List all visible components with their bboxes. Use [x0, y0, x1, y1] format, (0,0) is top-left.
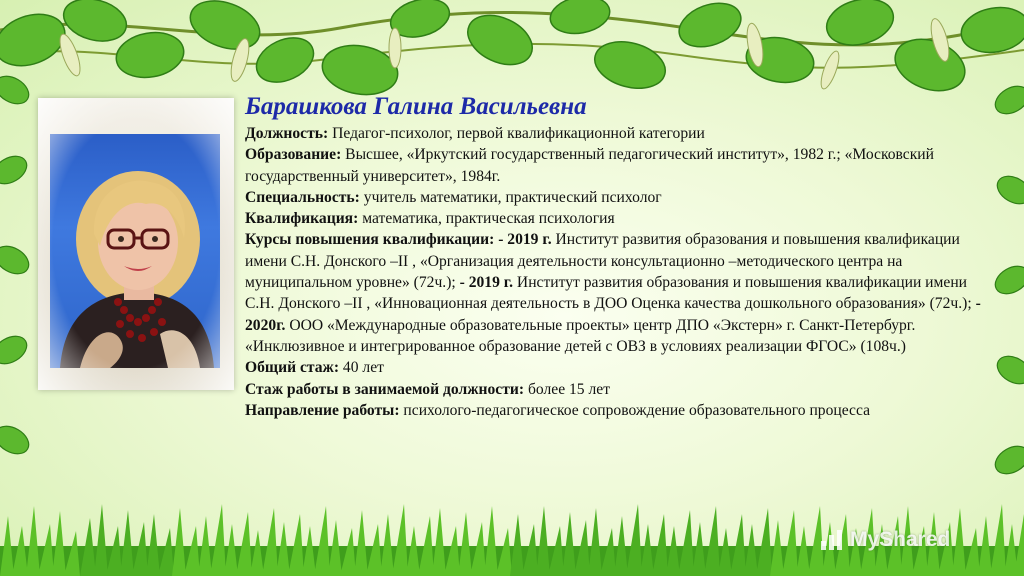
portrait-illustration: [50, 134, 220, 368]
leaf-border-left: [0, 60, 40, 520]
person-name: Барашкова Галина Васильевна: [245, 93, 587, 120]
courses-label: Курсы повышения квалификации: - 2019 г.: [245, 231, 552, 249]
specialty-label: Специальность:: [245, 188, 360, 206]
position-row: [245, 123, 985, 144]
position-experience-label: Стаж работы в занимаемой должности:: [245, 380, 525, 398]
watermark-text: MyShared: [850, 528, 951, 551]
portrait-photo: [50, 134, 220, 368]
qualification-label: Квалификация:: [245, 210, 359, 228]
education-label: Образование:: [245, 146, 342, 164]
leaf-border-right: [984, 60, 1024, 520]
position-value: Педагог-психолог, первой квалификационной категории: [328, 125, 705, 142]
position-label: Должность:: [245, 125, 329, 142]
courses-year-2: - 2019 г.: [459, 274, 514, 292]
watermark: [820, 526, 950, 554]
courses-text-3: ООО «Международные образовательные проекты» центр ДПО «Экстерн» г. Санкт-Петербург. «Инклюзивное и интегрированное образование детей с ОВЗ в условиях реализации ФГОС» (108ч.): [245, 316, 916, 355]
courses-text-2: Институт развития образования и повышения квалификации имени С.Н. Донского –II , «Инновационная деятельность в ДОО Оценка качества дошкольного образования» (72ч.);: [245, 274, 976, 313]
portrait-frame: [38, 98, 234, 390]
courses-row: [245, 229, 985, 357]
experience-value: 40 лет: [339, 359, 384, 377]
myshared-logo-icon: [820, 529, 844, 551]
experience-label: Общий стаж:: [245, 359, 340, 377]
courses-year-3: - 2020г.: [245, 295, 981, 334]
education-row: [245, 144, 985, 187]
profile-details: [245, 123, 985, 421]
experience-row: [245, 357, 985, 378]
specialty-value: учитель математики, практический психолог: [359, 188, 662, 206]
specialty-row: [245, 187, 985, 208]
position-experience-value: более 15 лет: [524, 380, 611, 398]
qualification-value: математика, практическая психология: [358, 210, 615, 228]
direction-label: Направление работы:: [245, 401, 400, 419]
direction-row: [245, 400, 985, 421]
position-experience-row: [245, 379, 985, 400]
qualification-row: [245, 208, 985, 229]
courses-text-1: Институт развития образования и повышения квалификации имени С.Н. Донского –II , «Организация деятельности консультационно –методического центра на муниципальном уровне» (72ч.);: [245, 231, 960, 292]
direction-value: психолого-педагогическое сопровождение образовательного процесса: [399, 401, 871, 419]
education-value: Высшее, «Иркутский государственный педагогический институт», 1982 г.; «Московский государственный университет», 1984г.: [245, 146, 934, 185]
